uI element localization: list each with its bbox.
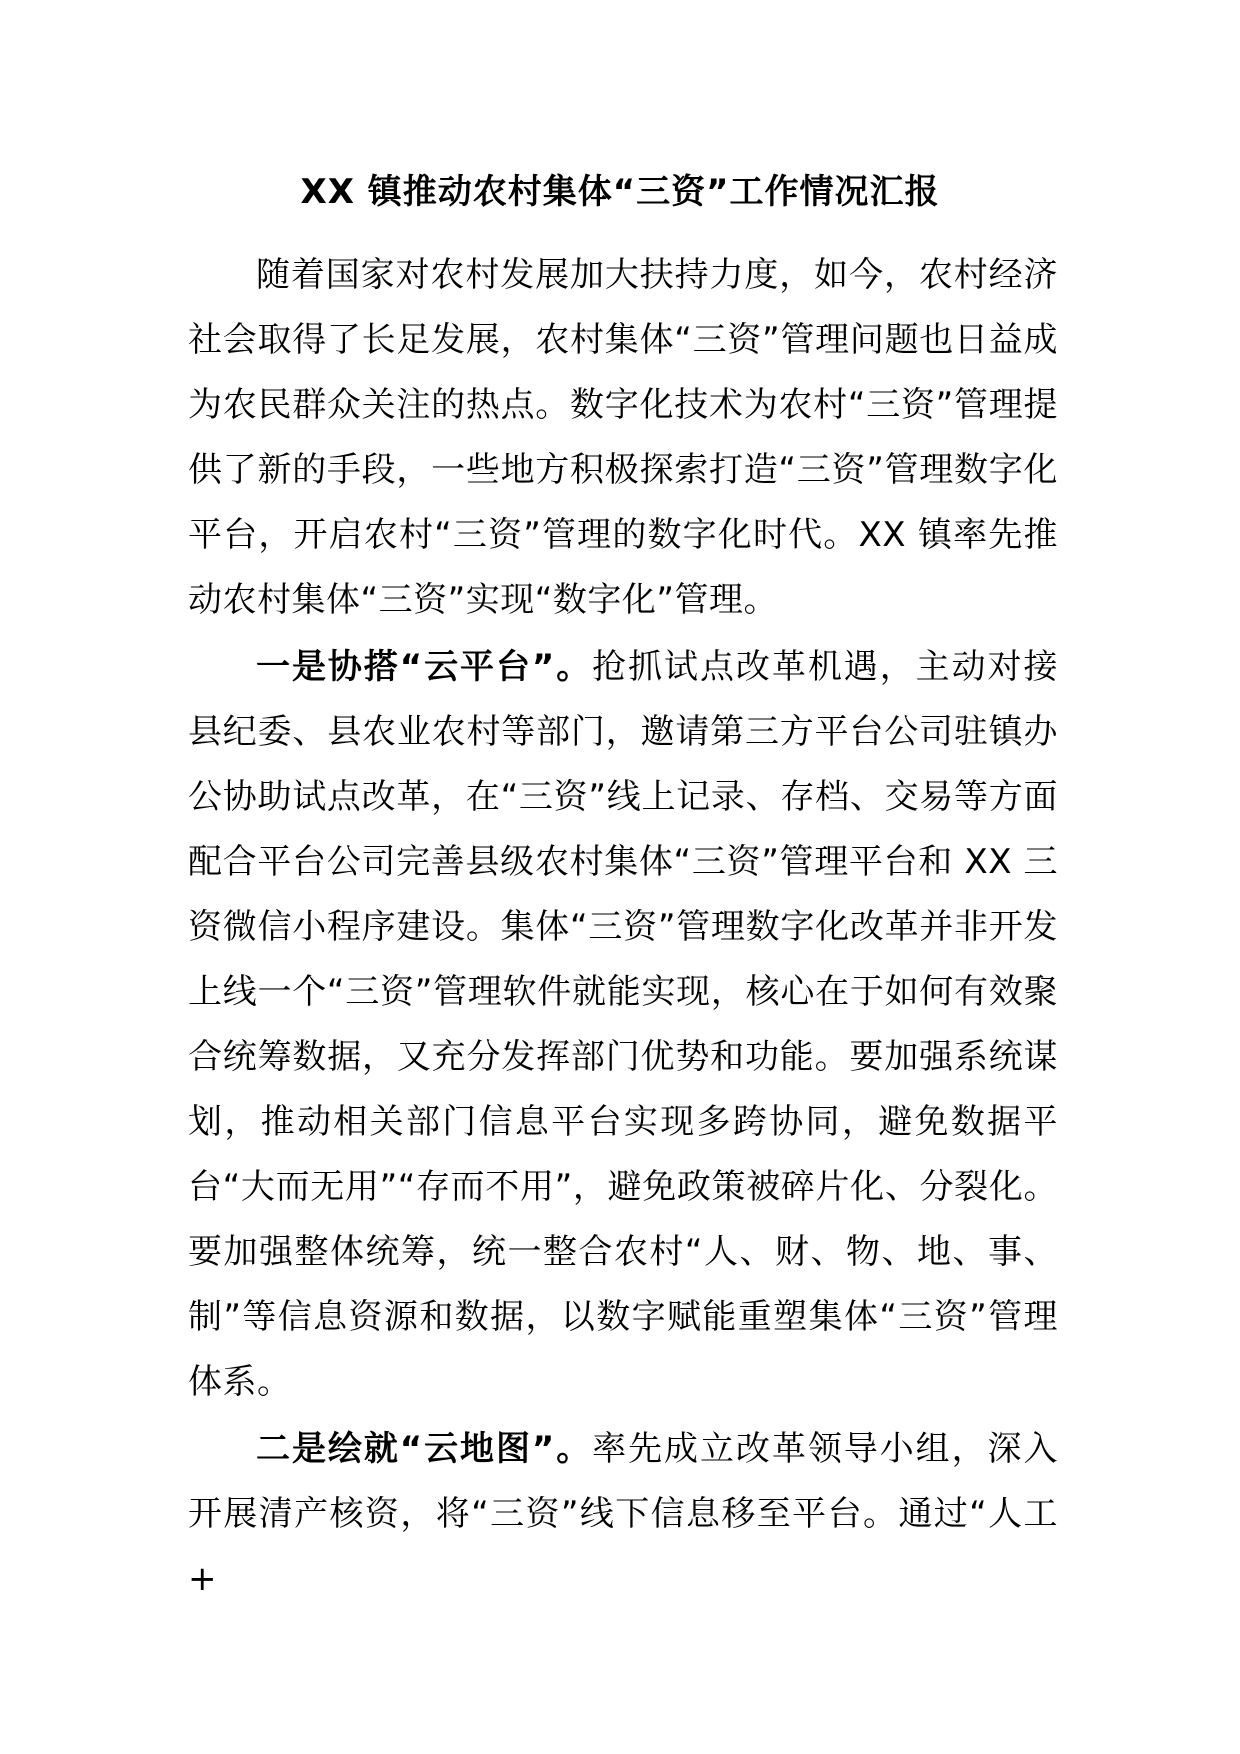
paragraph-text: 随着国家对农村发展加大扶持力度，如今，农村经济社会取得了长足发展，农村集体“三资”管理问题也日益成为农民群众关注的热点。数字化技术为农村“三资”管理提供了新的手段，一些地方积极探索打造“三资”管理数字化平台，开启农村“三资”管理的数字化时代。XX 镇率先推动农村集体“三资”实现“数字化”管理。 bbox=[188, 255, 1058, 620]
paragraph-lead: 二是绘就“云地图”。 bbox=[256, 1429, 593, 1469]
document-title: XX 镇推动农村集体“三资”工作情况汇报 bbox=[300, 172, 940, 212]
paragraph-cloud-platform bbox=[188, 635, 1058, 1415]
document-body bbox=[188, 243, 1058, 1614]
paragraph-text: 率先成立改革领导小组，深入开展清产核资，将“三资”线下信息移至平台。通过“人工+ bbox=[188, 1429, 1058, 1599]
paragraph-cloud-map bbox=[188, 1417, 1058, 1612]
paragraph-intro bbox=[188, 243, 1058, 633]
paragraph-lead: 一是协搭“云平台”。 bbox=[256, 647, 593, 687]
paragraph-text: 抢抓试点改革机遇，主动对接县纪委、县农业农村等部门，邀请第三方平台公司驻镇办公协助试点改革，在“三资”线上记录、存档、交易等方面配合平台公司完善县级农村集体“三资”管理平台和 XX 三资微信小程序建设。集体“三资”管理数字化改革并非开发上线一个“三资”管理软件就能实现，核心在于如何有效聚合统筹数据，又充分发挥部门优势和功能。要加强系统谋划，推动相关部门信息平台实现多跨协同，避免数据平台“大而无用”“存而不用”，避免政策被碎片化、分裂化。要加强整体统筹，统一整合农村“人、财、物、地、事、制”等信息资源和数据，以数字赋能重塑集体“三资”管理体系。 bbox=[188, 647, 1058, 1402]
